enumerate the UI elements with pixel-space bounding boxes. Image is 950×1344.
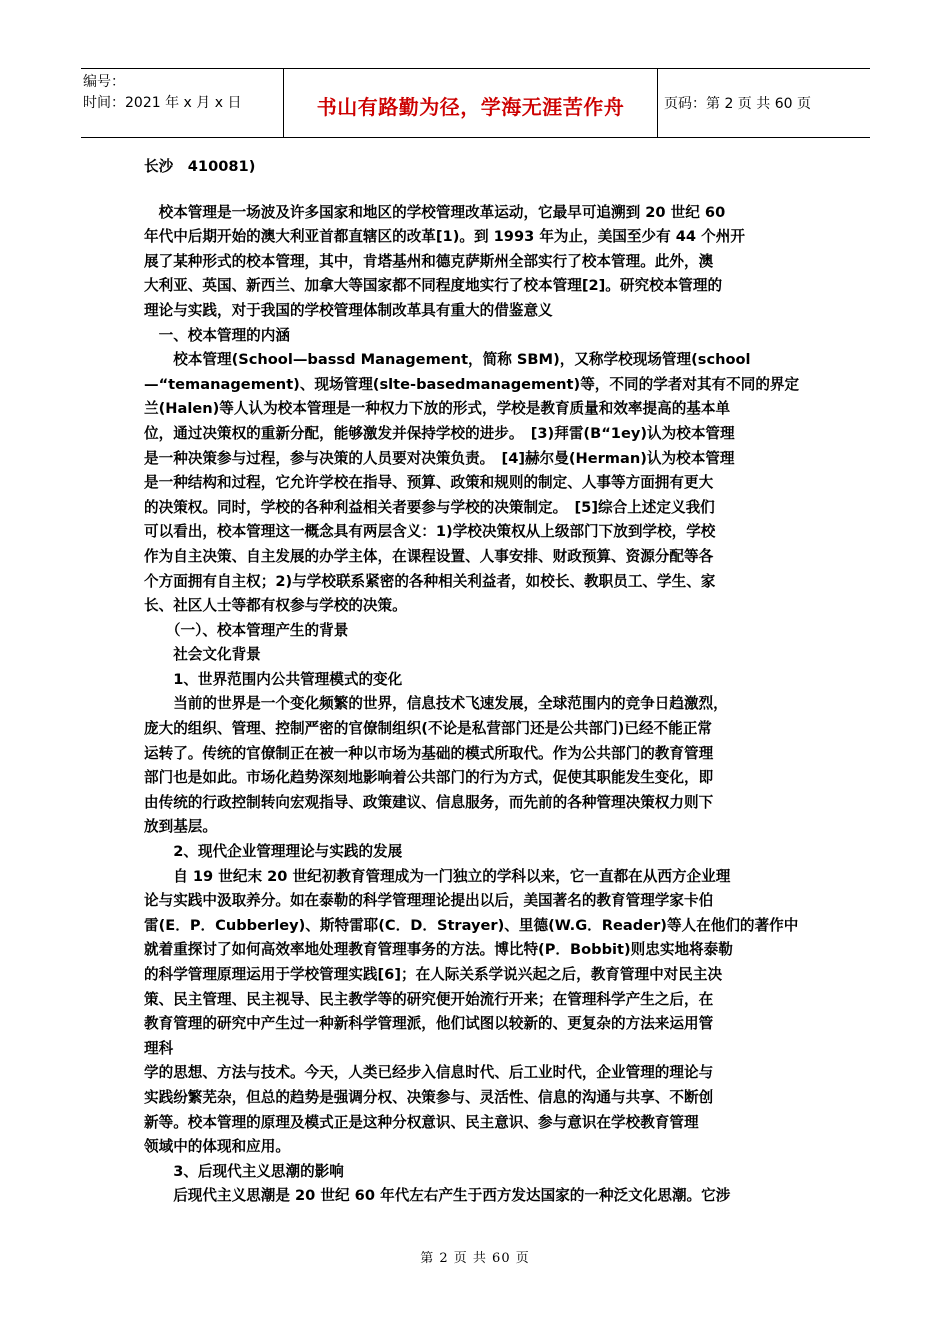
text-line: 的科学管理原理运用于学校管理实践[6]；在人际关系学说兴起之后，教育管理中对民主决 [144,966,723,983]
text-line: 领域中的体现和应用。 [144,1138,290,1156]
text-line: 可以看出，校本管理这一概念具有两层含义：1)学校决策权从上级部门下放到学校，学校 [144,523,716,541]
text-line: 3、后现代主义思潮的影响 [144,1162,344,1180]
header-page-cell [658,69,870,137]
text-line: 雷(E．P．Cubberley)、斯特雷耶(C．D．Strayer)、里德(W.G．Reader)等人在他们的著作中 [144,916,799,934]
text-line: 校本管理(School—bassd Management，简称 SBM)，又称学校现场管理(school [144,351,751,369]
motto-text: 书山有路勤为径，学海无涯苦作舟 [316,94,625,119]
text-line: 理科 [144,1039,174,1057]
text-line: 大利亚、英国、新西兰、加拿大等国家都不同程度地实行了校本管理[2]。研究校本管理的 [144,277,723,295]
text-line: 个方面拥有自主权；2)与学校联系紧密的各种相关利益者，如校长、教职员工、学生、家 [144,572,716,590]
text-line: 社会文化背景 [144,646,261,664]
text-line: 长沙 410081) [144,158,256,175]
text-line: 论与实践中汲取养分。如在泰勒的科学管理理论提出以后，美国著名的教育管理学家卡伯 [144,892,714,910]
text-line: 策、民主管理、民主视导、民主教学等的研究便开始流行开来；在管理科学产生之后，在 [144,990,714,1008]
text-line: 一、校本管理的内涵 [144,326,290,344]
text-line: 实践纷繁芜杂，但总的趋势是强调分权、决策参与、灵活性、信息的沟通与共享、不断创 [144,1088,714,1106]
text-line: 后现代主义思潮是 20 世纪 60 年代左右产生于西方发达国家的一种泛文化思潮。它涉 [144,1187,731,1205]
text-line: 年代中后期开始的澳大利亚首都直辖区的改革[1)。到 1993 年为止，美国至少有 44 个州开 [144,228,745,246]
text-line: 庞大的组织、管理、控制严密的官僚制组织(不论是私营部门还是公共部门)已经不能正常 [144,720,712,738]
text-line: 位，通过决策权的重新分配，能够激发并保持学校的进步。 [3)拜雷(B“1ey)认为校本管理 [144,424,735,442]
page-footer: 第 2 页 共 60 页 [420,1251,530,1266]
text-line: 学的思想、方法与技术。今天，人类已经步入信息时代、后工业时代，企业管理的理论与 [144,1064,714,1082]
document-number-label: 编号： [83,74,125,90]
text-line: 教育管理的研究中产生过一种新科学管理派，他们试图以较新的、更复杂的方法来运用管 [144,1015,714,1033]
text-line: 运转了。传统的官僚制正在被一种以市场为基础的模式所取代。作为公共部门的教育管理 [144,744,714,762]
text-line: 是一种结构和过程，它允许学校在指导、预算、政策和规则的制定、人事等方面拥有更大 [144,474,714,492]
text-line: 放到基层。 [144,818,217,836]
text-line: 2、现代企业管理理论与实践的发展 [144,843,403,861]
header-meta-cell [81,69,284,137]
text-line: 长、社区人士等都有权参与学校的决策。 [144,597,407,615]
text-line: 1、世界范围内公共管理模式的变化 [144,670,403,688]
text-line: 的决策权。同时，学校的各种利益相关者要参与学校的决策制定。 [5]综合上述定义我们 [144,498,715,516]
text-line: 理论与实践，对于我国的学校管理体制改革具有重大的借鉴意义 [144,301,553,319]
text-line: 是一种决策参与过程，参与决策的人员要对决策负责。 [4]赫尔曼(Herman)认为校本管理 [144,449,735,467]
document-body [144,155,809,1209]
text-line: 当前的世界是一个变化频繁的世界，信息技术飞速发展，全球范围内的竞争日趋激烈， [144,695,728,713]
text-line: 由传统的行政控制转向宏观指导、政策建议、信息服务，而先前的各种管理决策权力则下 [144,793,714,811]
text-line: 兰(Halen)等人认为校本管理是一种权力下放的形式，学校是教育质量和效率提高的基本单 [144,400,731,418]
text-line: 作为自主决策、自主发展的办学主体，在课程设置、人事安排、财政预算、资源分配等各 [144,547,714,565]
text-line: （一）、校本管理产生的背景 [144,621,349,639]
header-motto-cell [284,69,658,137]
text-line: 新等。校本管理的原理及模式正是这种分权意识、民主意识、参与意识在学校教育管理 [144,1113,699,1131]
document-date-label: 时间：2021 年 x 月 x 日 [83,95,242,111]
text-line: 部门也是如此。市场化趋势深刻地影响着公共部门的行为方式，促使其职能发生变化，即 [144,769,714,787]
header-table [81,68,870,138]
blank-line [144,180,809,201]
text-line: —“temanagement)、现场管理(slte-basedmanagement)等，不同的学者对其有不同的界定 [144,375,800,393]
text-line: 校本管理是一场波及许多国家和地区的学校管理改革运动，它最早可追溯到 20 世纪 60 [144,203,726,221]
page-code-label: 页码：第 2 页 共 60 页 [664,96,811,112]
text-line: 自 19 世纪末 20 世纪初教育管理成为一门独立的学科以来，它一直都在从西方企业理 [144,867,731,885]
text-line: 展了某种形式的校本管理，其中，肯塔基州和德克萨斯州全部实行了校本管理。此外，澳 [144,252,714,270]
text-line: 就着重探讨了如何高效率地处理教育管理事务的方法。博比特(P．Bobbit)则忠实地将泰勒 [144,941,733,959]
